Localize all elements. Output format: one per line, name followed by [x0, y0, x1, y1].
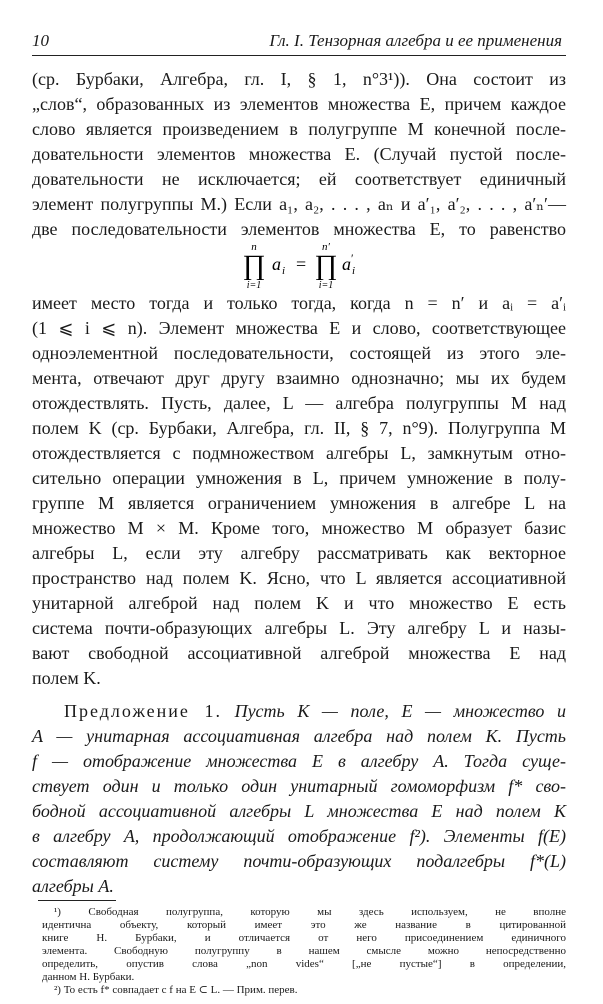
footnote-line: определить, опустив слова „non vides“ [„не пустые“] в определении, [42, 958, 566, 970]
text-line: одноэлементной последовательности, состоящей из этого эле- [32, 343, 566, 363]
text-line: полем K. [32, 668, 101, 688]
text-line: вают свободной ассоциативной алгеброй множества E над [32, 643, 566, 663]
formula-lhs-term: a [272, 254, 281, 274]
text-line: (ср. Бурбаки, Алгебра, гл. I, § 1, n°3¹)). Она состоит из [32, 69, 566, 89]
footnote-line: книге Н. Бурбаки, и отличается от него присоединением единичного [42, 932, 566, 944]
text-line: пространство над полем K. Ясно, что L является ассоциативной [32, 568, 566, 588]
text-line: мента, отвечают друг другу взаимно однозначно; мы их будем [32, 368, 566, 388]
product-symbol-rhs: ∏ [314, 250, 338, 281]
formula-equals: = [296, 254, 307, 274]
running-header [32, 29, 566, 56]
formula-rhs-sub: i [352, 265, 356, 277]
text-line: унитарной алгеброй над полем K и что множество E есть [32, 593, 566, 613]
proposition-line: A — унитарная ассоциативная алгебра над полем K. Пусть [32, 726, 566, 746]
text-line: множество M × M. Кроме того, множество M образует базис [32, 518, 566, 538]
formula-rhs-term: a [342, 254, 351, 274]
product-symbol-lhs: ∏ [242, 250, 266, 281]
formula-lhs-sub: i [282, 265, 286, 277]
text-line: группе M является ограничением умножения в алгебре L на [32, 493, 566, 513]
footnote-line: ²) То есть f* совпадает с f на E ⊂ L. — Прим. перев. [54, 984, 298, 996]
text-line: сительно операции умножения в L, причем умножение в полу- [32, 468, 566, 488]
text-line: „слов“, образованных из элементов множества E, причем каждое [32, 94, 566, 114]
formula-rhs-upper: n′ [322, 241, 330, 253]
footnote-line: данном Н. Бурбаки. [42, 971, 135, 983]
proposition-line: f — отображение множества E в алгебру A. Тогда суще- [32, 751, 566, 771]
formula-lhs-lower: i=1 [246, 280, 262, 290]
footnote-line: элемента. Свободную полугруппу в нашем смысле можно непосредственно [42, 945, 566, 957]
page-number: 10 [32, 31, 49, 50]
formula-lhs-upper: n [251, 241, 257, 253]
proposition-line: ствует один и только один унитарный гомоморфизм f* сво- [32, 776, 566, 796]
text-line: довательности не исключается; ей соответствует единичный [32, 169, 566, 189]
text-line: отождествляется с подмножеством алгебры L, замкнутым отно- [32, 443, 566, 463]
text-line: слово является произведением в полугруппе M конечной после- [32, 119, 566, 139]
text-line: довательности элементов множества E. (Случай пустой после- [32, 144, 566, 164]
text-line: имеет место тогда и только тогда, когда n = n′ и aᵢ = a′ᵢ [32, 293, 566, 313]
text-line: (1 ⩽ i ⩽ n). Элемент множества E и слово, соответствующее [32, 318, 566, 338]
formula-rhs-lower: i=1 [318, 280, 334, 290]
text-line: отождествлять. Пусть, далее, L — алгебра полугруппы M над [32, 393, 566, 413]
product-formula [238, 240, 368, 290]
text-line: система почти-образующих алгебры L. Эту алгебру L и назы- [32, 618, 566, 638]
formula-rhs-prime: ′ [351, 251, 354, 265]
proposition-line: в алгебру A, продолжающий отображение f²). Элементы f(E) [32, 826, 566, 846]
proposition-line: составляют систему почти-образующих подалгебры f*(L) [32, 851, 566, 871]
footnote-line: идентична объекту, который имеет это же название в цитированной [42, 919, 566, 931]
footnote-line: ¹) Свободная полугруппа, которую мы здесь используем, не вполне [54, 906, 566, 918]
text-line: полем K (ср. Бурбаки, Алгебра, гл. II, § 7, n°9). Полугруппа M [32, 418, 566, 438]
proposition-line: Предложение 1. Пусть K — поле, E — множество и [64, 701, 567, 721]
text-line: алгебры L, если эту алгебру рассматривать как векторное [32, 543, 566, 563]
proposition-line: алгебры A. [32, 876, 114, 896]
running-title: Гл. I. Тензорная алгебра и ее применения [269, 31, 562, 50]
proposition-line: бодной ассоциативной алгебры L множества E над полем K [32, 801, 566, 821]
text-line: элемент полугруппы M.) Если a₁, a₂, . . . , aₙ и a′₁, a′₂, . . . , a′ₙ′— [32, 194, 566, 214]
footnote-rule [38, 900, 116, 901]
text-line: две последовательности элементов множества E, то равенство [32, 219, 566, 239]
